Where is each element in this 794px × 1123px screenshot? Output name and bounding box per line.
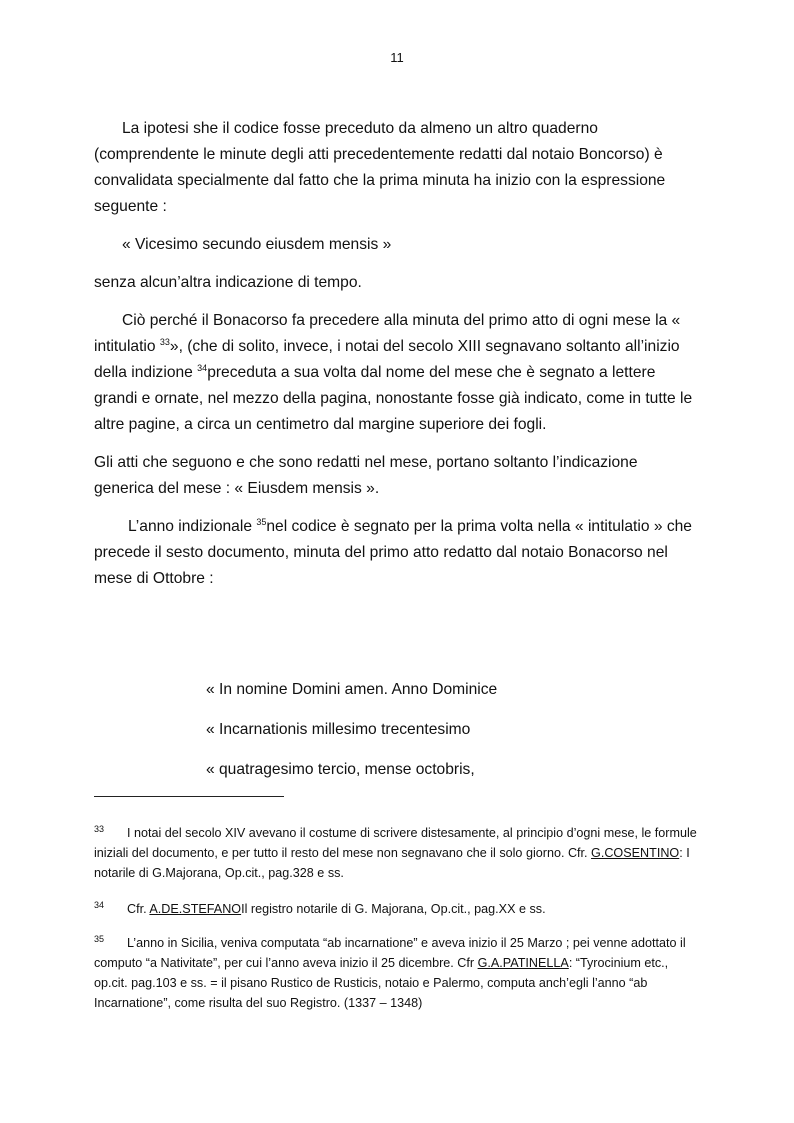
paragraph-2: senza alcun’altra indicazione di tempo. [94,274,362,291]
footnote-text: L’anno in Sicilia, veniva computata “ab incarnatione” e aveva inizio il 25 Marzo ; pei venne adottato il computo “a Nativitate”, per cui l’anno aveva inizio il 25 dicembre. Cfr [94,936,686,970]
body-text [94,116,700,604]
paragraph-4: Gli atti che seguono e che sono redatti nel mese, portano soltanto l’indicazione generica del mese : « Eiusdem mensis ». [94,454,638,497]
footnote-ref-34[interactable]: 34 [197,362,208,373]
footnote-author: A.DE.STEFANO [149,902,242,916]
footnote-rest: : “Tyrocinium etc., op.cit. pag.103 e ss. = il pisano Rustico de Rusticis, notaio e Palermo, computa anch’egli l’anno “ab Incarnatione”, come risulta del suo Registro. (1337 – 1348) [94,956,669,1010]
paragraph-1: La ipotesi she il codice fosse preceduto da almeno un altro quaderno (comprendente le minute degli atti precedentemente redatti dal notaio Boncorso) è convalidata specialmente dal fatto che la prima minuta ha inizio con la espressione seguente : [94,120,666,215]
p3-text-a: Ciò perché il Bonacorso fa precedere alla minuta del primo atto di ogni mese la « intitulatio [94,312,681,355]
footnote-pre: Cfr. [127,902,150,916]
footnote-34: 34 Cfr. A.DE.STEFANOIl registro notarile di G. Majorana, Op.cit., pag.XX e ss. [94,899,546,916]
page-number: 11 [390,50,404,65]
p5-text-a: L’anno indizionale [128,518,257,535]
p5-text-b: nel codice è segnato per la prima volta nella « intitulatio » che precede il sesto documento, minuta del primo atto redatto dal notaio Bonacorso nel mese di Ottobre : [94,518,692,587]
footnote-separator [94,796,284,797]
p3-text-b: », (che di solito, invece, i notai del secolo XIII segnavano soltanto all’inizio della indizione [94,338,680,381]
paragraph-quote: « Vicesimo secundo eiusdem mensis » [122,236,392,253]
paragraph-5 [94,514,700,592]
footnote-author: G.COSENTINO [591,846,680,860]
citation-line-1: « In nomine Domini amen. Anno Dominice [206,681,498,698]
footnote-ref-35[interactable]: 35 [256,516,267,527]
citation-line-3: « quatragesimo tercio, mense octobris, [206,761,475,778]
footnote-35: 35 L’anno in Sicilia, veniva computata “ab incarnatione” e aveva inizio il 25 Marzo ; pei venne adottato il computo “a Nativitate”, per cui l’anno aveva inizio il 25 dicembre. Cfr G.A.PATINELLA: “Tyrocinium etc., op.cit. pag.103 e ss. = il pisano Rustico de Rusticis, notaio e Palermo, computa anch’egli l’anno “ab Incarnatione”, come risulta del suo Registro. (1337 – 1348) [94,933,686,1010]
footnote-rest: : I notarile di G.Majorana, Op.cit., pag.328 e ss. [94,846,690,880]
citation-line-2: « Incarnationis millesimo trecentesimo [206,721,471,738]
footnote-rest: Il registro notarile di G. Majorana, Op.cit., pag.XX e ss. [241,902,546,916]
footnote-33: 33 I notai del secolo XIV avevano il costume di scrivere distesamente, al principio d’ogni mese, le formule iniziali del documento, e per tutto il resto del mese non segnavano che il solo giorno. Cfr. G.COSENTINO: I notarile di G.Majorana, Op.cit., pag.328 e ss. [94,823,697,880]
p3-text-c: preceduta a sua volta dal nome del mese che è segnato a lettere grandi e ornate, nel mezzo della pagina, nonostante fosse già indicato, come in tutte le altre pagine, a circa un centimetro dal margine superiore dei fogli. [94,364,693,433]
paragraph-3 [94,308,700,438]
footnote-text: I notai del secolo XIV avevano il costume di scrivere distesamente, al principio d’ogni mese, le formule iniziali del documento, e per tutto il resto del mese non segnavano che il solo giorno. Cfr. [94,826,697,860]
footnote-ref-33[interactable]: 33 [159,336,170,347]
footnote-author: G.A.PATINELLA [477,956,569,970]
